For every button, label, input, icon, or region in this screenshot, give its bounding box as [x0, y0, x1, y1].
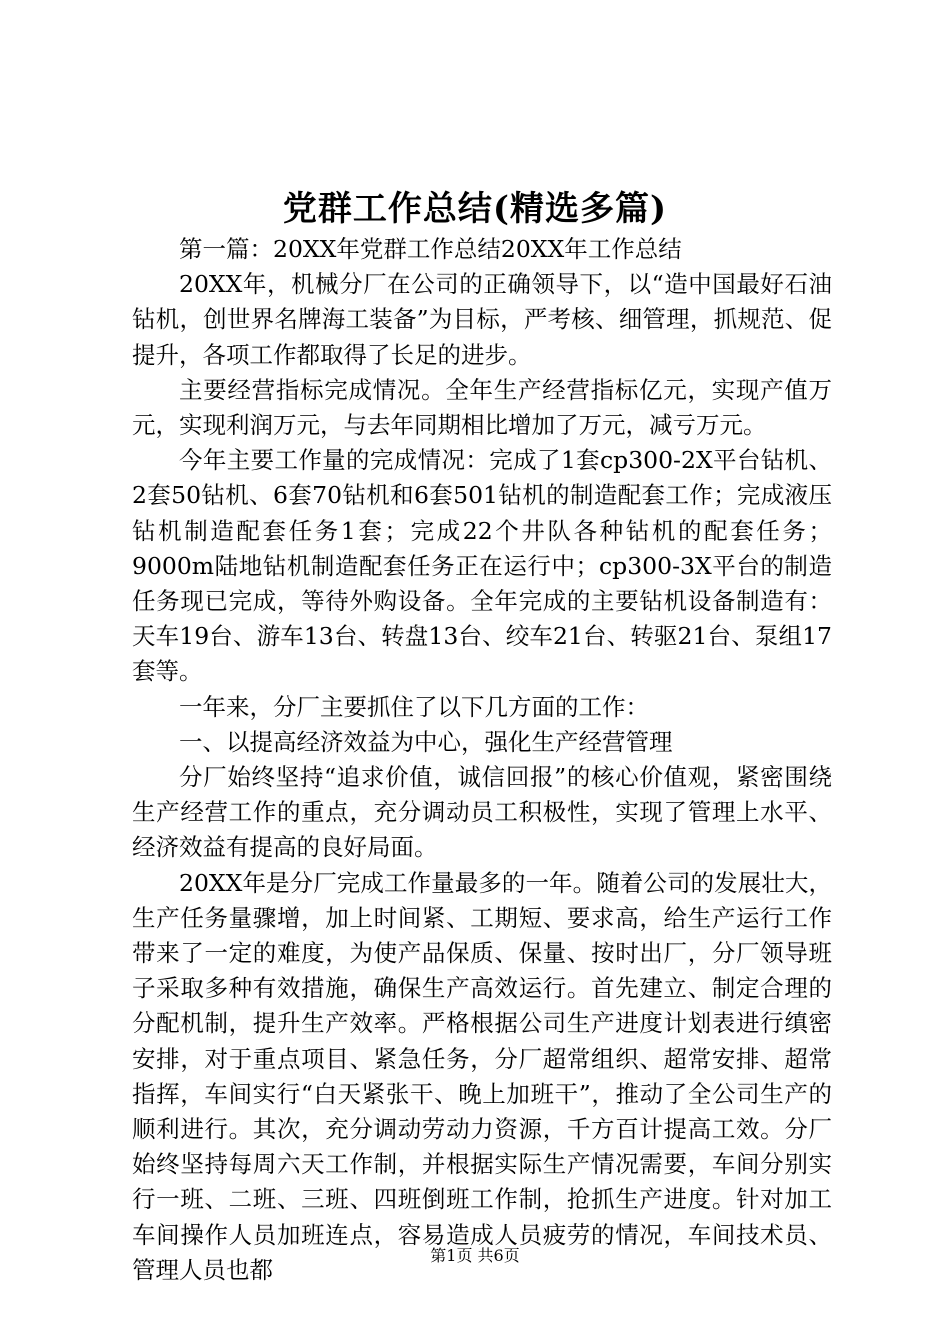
paragraph-intro: 20XX年，机械分厂在公司的正确领导下，以“造中国最好石油钻机，创世界名牌海工装备”为目标，严考核、细管理，抓规范、促提升，各项工作都取得了长足的进步。: [132, 270, 832, 369]
paragraph-part-heading: 第一篇：20XX年党群工作总结20XX年工作总结: [179, 235, 682, 263]
document-body: [132, 232, 832, 1288]
paragraph-aspects-lead: 一年来，分厂主要抓住了以下几方面的工作：: [179, 692, 649, 721]
page-footer: 第1页 共6页: [430, 1246, 520, 1265]
document-title: 党群工作总结(精选多篇): [282, 189, 668, 229]
paragraph-indicators: 主要经营指标完成情况。全年生产经营指标亿元，实现产值万元，实现利润万元，与去年同期相比增加了万元，减亏万元。: [132, 375, 832, 440]
paragraph-production: 20XX年是分厂完成工作量最多的一年。随着公司的发展壮大，生产任务量骤增，加上时间紧、工期短、要求高，给生产运行工作带来了一定的难度，为使产品保质、保量、按时出厂，分厂领导班子采取多种有效措施，确保生产高效运行。首先建立、制定合理的分配机制，提升生产效率。严格根据公司生产进度计划表进行缜密安排，对于重点项目、紧急任务，分厂超常组织、超常安排、超常指挥，车间实行“白天紧张干、晚上加班干”，推动了全公司生产的顺利进行。其次，充分调动劳动力资源，千方百计提高工效。分厂始终坚持每周六天工作制，并根据实际生产情况需要，车间分别实行一班、二班、三班、四班倒班工作制，抢抓生产进度。针对加工车间操作人员加班连点，容易造成人员疲劳的情况，车间技术员、管理人员也都: [132, 868, 832, 1284]
paragraph-values: 分厂始终坚持“追求价值，诚信回报”的核心价值观，紧密围绕生产经营工作的重点，充分调动员工积极性，实现了管理上水平、经济效益有提高的良好局面。: [132, 763, 832, 862]
paragraph-workload: 今年主要工作量的完成情况：完成了1套cp300-2X平台钻机、2套50钻机、6套70钻机和6套501钻机的制造配套工作；完成液压钻机制造配套任务1套；完成22个井队各种钻机的配套任务；9000m陆地钻机制造配套任务正在运行中；cp300-3X平台的制造任务现已完成，等待外购设备。全年完成的主要钻机设备制造有：天车19台、游车13台、转盘13台、绞车21台、转驱21台、泵组17套等。: [132, 446, 832, 686]
section-heading-one: 一、以提高经济效益为中心，强化生产经营管理: [179, 727, 673, 756]
